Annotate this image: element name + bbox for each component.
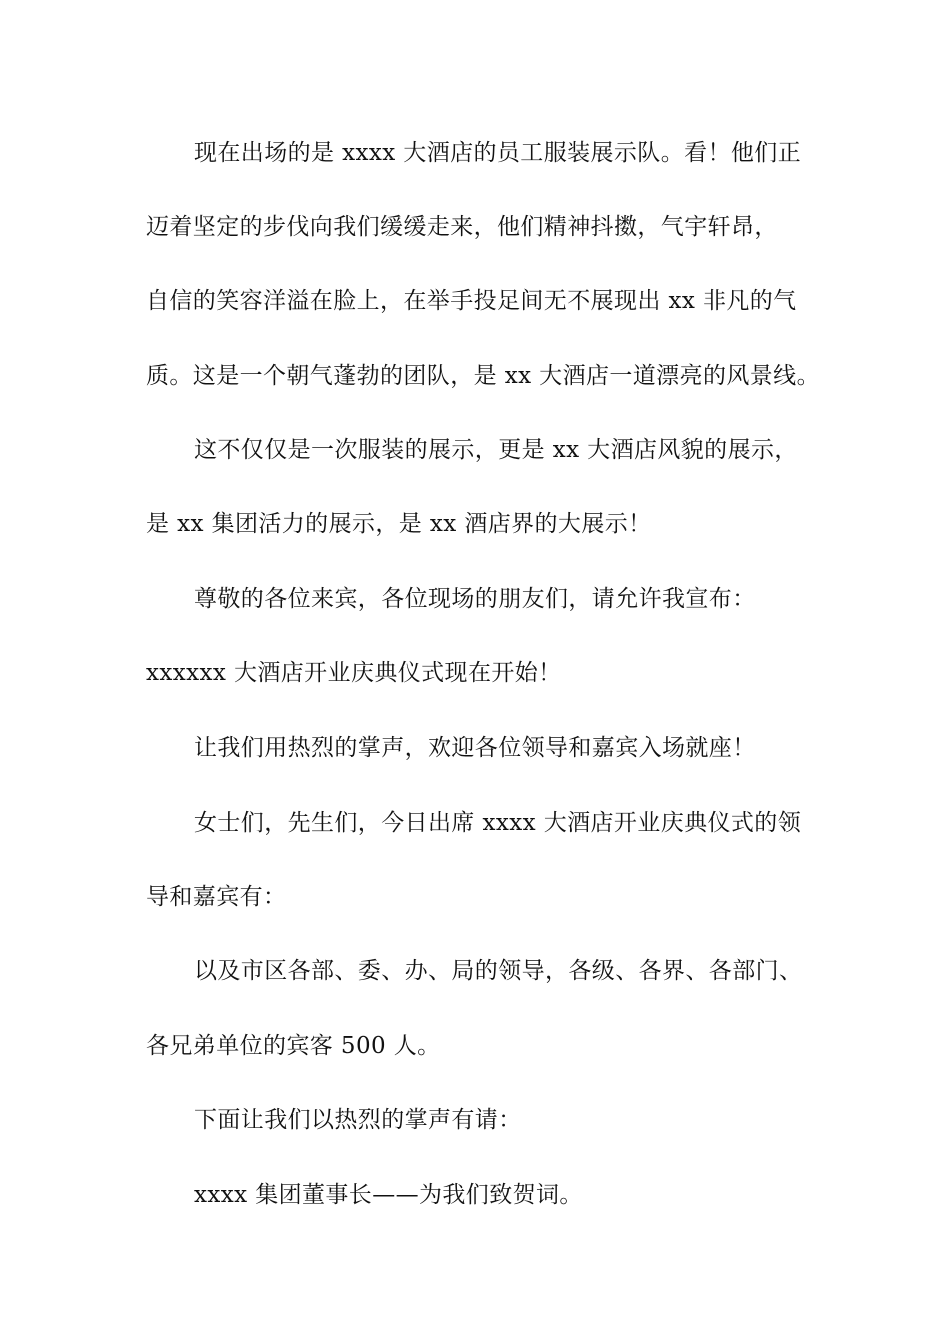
text-line: xxxx 集团董事长——为我们致贺词。 — [194, 1182, 583, 1208]
text-line: 迈着坚定的步伐向我们缓缓走来，他们精神抖擞，气宇轩昂， — [146, 214, 778, 240]
text-line: 导和嘉宾有： — [146, 884, 287, 910]
text-line: xxxxxx 大酒店开业庆典仪式现在开始！ — [146, 660, 562, 686]
text-line: 下面让我们以热烈的掌声有请： — [194, 1107, 522, 1133]
text-line: 女士们，先生们，今日出席 xxxx 大酒店开业庆典仪式的领 — [194, 810, 802, 836]
text-line: 现在出场的是 xxxx 大酒店的员工服装展示队。看！他们正 — [194, 140, 802, 166]
text-line: 以及市区各部、委、办、局的领导，各级、各界、各部门、 — [194, 958, 803, 984]
text-line: 各兄弟单位的宾客 500 人。 — [146, 1033, 441, 1059]
text-line: 这不仅仅是一次服装的展示，更是 xx 大酒店风貌的展示， — [194, 437, 798, 463]
text-line: 尊敬的各位来宾，各位现场的朋友们，请允许我宣布： — [194, 586, 756, 612]
text-line: 让我们用热烈的掌声，欢迎各位领导和嘉宾入场就座！ — [194, 735, 756, 761]
text-line: 是 xx 集团活力的展示，是 xx 酒店界的大展示！ — [146, 511, 652, 537]
text-line: 自信的笑容洋溢在脸上，在举手投足间无不展现出 xx 非凡的气 — [146, 288, 797, 314]
text-line: 质。这是一个朝气蓬勃的团队，是 xx 大酒店一道漂亮的风景线。 — [146, 363, 820, 389]
